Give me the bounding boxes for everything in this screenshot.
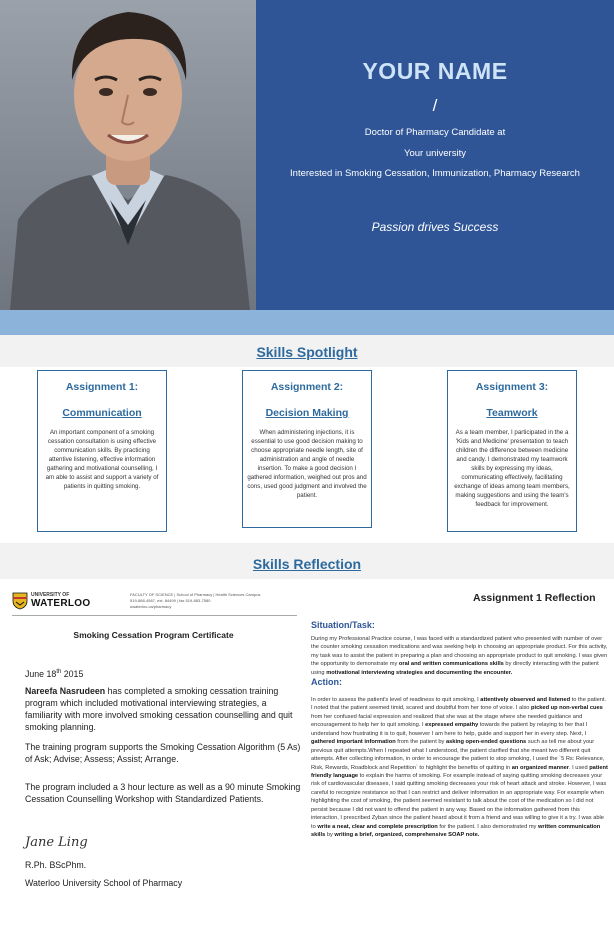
- date-suffix: th: [56, 669, 62, 675]
- text: to the patient. I noted that the patient seemed timid, scared and doubtful from her tone of voice. I also: [311, 697, 607, 712]
- text: to explain the harms of smoking. For example instead of saying quitting smoking decreases your risk of cardiovascular diseases, I said quitting smoking decreases your risk of heart attack and stroke. However, I was careful to recognize resistance so that I can restrict and deliver information in an appropriate way. For example when highlighting the cost of smoking, the patient seemed resistant to talk about the cost of the medication so I did not persist because I did not want to offend the patient in any way. Based on the information gathered from this interaction, I prescribed Zyban since the patient heard about it from a friend and was willing to give it a try. I was able to: [311, 772, 607, 830]
- recipient-name: Nareefa Nasrudeen: [25, 686, 106, 696]
- skill-card-title: Assignment 2:: [270, 381, 344, 393]
- degree-line: Doctor of Pharmacy Candidate at: [364, 127, 506, 138]
- divider-band: [0, 310, 614, 335]
- skill-card-title: Assignment 3:: [475, 381, 549, 393]
- skill-card-link[interactable]: Communication: [62, 407, 142, 419]
- university-line: Your university: [404, 148, 466, 159]
- profile-photo-illustration: [0, 0, 256, 310]
- highlight: patient friendly language: [311, 764, 608, 779]
- certificate-paragraph-2: The training program supports the Smoking Cessation Algorithm (5 As) of Ask; Advise; Assess; Assist; Arrange.: [25, 742, 301, 764]
- skill-card-link[interactable]: Teamwork: [486, 407, 538, 419]
- profile-photo: [0, 0, 256, 310]
- hero-banner: [0, 0, 614, 310]
- certificate: [0, 582, 307, 933]
- signer-credentials: R.Ph. BScPhm.: [25, 860, 87, 870]
- skill-card-description: An important component of a smoking cessation consultation is using effective communication skills. By practicing attentive listening, effective information gathering and motivational counselling, I am able to assist and support a variety of patients in quitting smoking.: [45, 429, 159, 490]
- highlight: attentively observed and listened: [480, 697, 571, 703]
- situation-paragraph: [311, 635, 609, 677]
- text: such as tell me about your previous quit attempts.When I repeated what I understood, the patient clarified that she meant two different quit attempts. After collecting information, in order to encourage the patient to stop smoking, I used the `5 Rs: Relevance, Risk, Rewards, Roadblock and Repetition` to highlight the benefits of quitting in: [311, 739, 605, 771]
- certificate-title: Smoking Cessation Program Certificate: [73, 630, 234, 640]
- text: from her confused facial expression and realized that she was at the stage where she needed guidance and encouragement to help her to quit smoking. I: [311, 713, 583, 729]
- person-name: YOUR NAME: [362, 58, 508, 84]
- highlight: gathered important information: [311, 739, 396, 746]
- situation-label: Situation/Task:: [311, 620, 375, 630]
- highlight: written communication skills: [311, 823, 601, 838]
- highlight: asking open-ended questions: [445, 739, 527, 746]
- highlight: picked up non-verbal cues: [531, 705, 603, 712]
- action-label: Action:: [311, 677, 342, 687]
- text: towards the patient by relaying to her that I understand how frustrating it is to quit, however I am here to help, guide and support her in every step. Next, I: [311, 722, 588, 737]
- date-text: June 18: [25, 668, 57, 679]
- skill-card-link[interactable]: Decision Making: [265, 407, 349, 419]
- highlight: writing a brief, organized, comprehensive SOAP note.: [334, 832, 480, 838]
- skill-card-teamwork: [447, 370, 577, 532]
- name-divider: /: [432, 96, 438, 115]
- signer-school: Waterloo University School of Pharmacy: [25, 878, 183, 888]
- reflection-heading: Assignment 1 Reflection: [473, 592, 596, 604]
- university-crest-icon: [12, 592, 28, 610]
- skill-card-decision-making: [242, 370, 372, 528]
- date-year: 2015: [61, 668, 84, 679]
- faculty-address: [130, 592, 300, 610]
- interests-line: Interested in Smoking Cessation, Immunization, Pharmacy Research: [290, 168, 580, 179]
- skill-card-description: When administering injections, it is essential to use good decision making to choose appropriate needle length, site of administration and angle of needle insertion. To make a good decision I gathered information, weighed out pros and cons, used good judgment and involved the patient.: [247, 429, 367, 499]
- certificate-paragraph-3: The program included a 3 hour lecture as well as a 90 minute Smoking Cessation Counselling Workshop with Standardized Patients.: [25, 782, 301, 804]
- address-line: 519-888-4567, ext. 84499 | fax 519-883-7580: [130, 598, 211, 603]
- university-label-small: UNIVERSITY OF: [31, 592, 70, 598]
- university-label-big: WATERLOO: [31, 598, 91, 609]
- text: by: [325, 832, 335, 838]
- address-line: FACULTY OF SCIENCE | School of Pharmacy | Health Sciences Campus: [130, 592, 261, 597]
- highlight: write a neat, clear and complete prescription: [317, 823, 438, 830]
- address-line: uwaterloo.ca/pharmacy: [130, 604, 172, 609]
- action-paragraph: [311, 696, 609, 839]
- skills-reflection-title[interactable]: Skills Reflection: [252, 556, 362, 572]
- text: for the patient. I also demonstrated my: [437, 823, 538, 830]
- skill-card-communication: [37, 370, 167, 532]
- text: During my Professional Practice course, I was faced with a standardized patient who presented with number of over the counter smoking cessation medications and was seeking help in choosing an appropriate product. For this activity, my task was to assist the patient in preparing a plan and choosing an appropriate product to quit smoking. I was given the opportunity to demonstrate my: [311, 636, 608, 668]
- skills-spotlight-title[interactable]: Skills Spotlight: [256, 344, 358, 360]
- tagline: Passion drives Success: [371, 220, 499, 234]
- certificate-date: [25, 668, 305, 681]
- skill-card-description: As a team member, I participated in the a 'Kids and Medicine' presentation to teach children the difference between medicine and candy. I demonstrated my teamwork skills by expressing my ideas, communicating effectively, facilitating exchange of ideas among team members, making suggestions and using the team's feedback for improvement.: [454, 429, 570, 508]
- hero-text: [256, 0, 614, 310]
- highlight: expressed empathy: [425, 722, 479, 729]
- text: In order to assess the patient's level of readiness to quit smoking, I: [311, 697, 481, 703]
- paragraph-text: has completed a smoking cessation training program which included motivational interviewing strategies, a familiarity with more involved smoking cessation counselling and quit smoking planning.: [25, 686, 293, 732]
- skill-card-title: Assignment 1:: [65, 381, 139, 393]
- highlight: an organized manner: [511, 764, 569, 771]
- text: from the patient by: [395, 739, 446, 746]
- signature: Jane Ling: [25, 835, 88, 850]
- certificate-paragraph-1: [25, 686, 305, 734]
- text: . I used: [568, 764, 590, 771]
- highlight: oral and written communications skills: [398, 661, 504, 668]
- highlight: motivational interviewing strategies and documenting the encounter.: [326, 669, 513, 676]
- text: by directly interacting with the patient using: [311, 661, 599, 676]
- letterhead-rule: [12, 615, 297, 616]
